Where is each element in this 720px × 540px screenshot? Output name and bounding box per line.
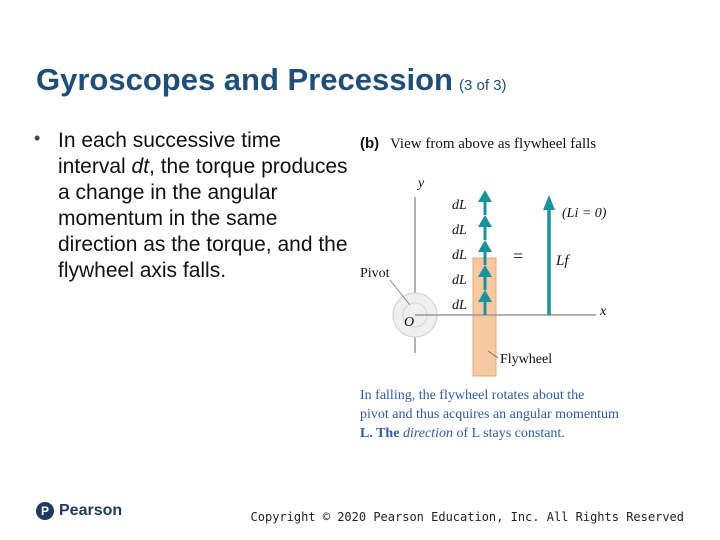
dl-arrow-stack [452,190,492,315]
caption-line-1: In falling, the flywheel rotates about the [360,388,585,403]
slide-title [36,62,507,98]
li-label: (Li = 0) [562,206,607,221]
title-main: Gyroscopes and Precession [36,62,453,97]
caption-line-3: L. The direction of L stays constant. [360,426,565,441]
pearson-wordmark: Pearson [59,502,123,519]
pivot-label: Pivot [360,266,390,281]
figure-heading-text: View from above as flywheel falls [390,136,597,152]
dl-arrow-head-4 [478,215,492,227]
lf-arrow-head [543,195,555,210]
bullet-italic-dt: dt [131,155,150,178]
copyright-text: Copyright © 2020 Pearson Education, Inc. All Rights Reserved [250,510,684,524]
dl-label-5: dL [452,198,467,213]
origin-label: O [404,315,415,330]
dl-arrow-head-5 [478,190,492,202]
bullet-marker: • [34,128,41,148]
bullet-text: In each successive time interval dt, the torque produces a change in the angular momentum in the same direction as the torque, and the flywheel axis falls. [58,129,348,282]
caption-line-2: pivot and thus acquires an angular momentum [360,407,619,422]
pearson-logo [36,502,122,520]
x-axis-label: x [600,304,607,319]
figure-heading-label: (b) [360,135,380,152]
dl-label-4: dL [452,223,467,238]
flywheel-figure [330,125,710,455]
title-suffix: (3 of 3) [458,77,507,94]
flywheel-label: Flywheel [500,352,553,367]
lf-label: Lf [556,253,569,269]
dl-label-3: dL [452,248,467,263]
pearson-mark-icon: P [36,502,54,520]
dl-label-2: dL [452,273,467,288]
equals-sign: = [513,246,524,266]
dl-label-1: dL [452,298,467,313]
y-axis-label: y [418,176,425,191]
dl-arrow-head-3 [478,240,492,252]
